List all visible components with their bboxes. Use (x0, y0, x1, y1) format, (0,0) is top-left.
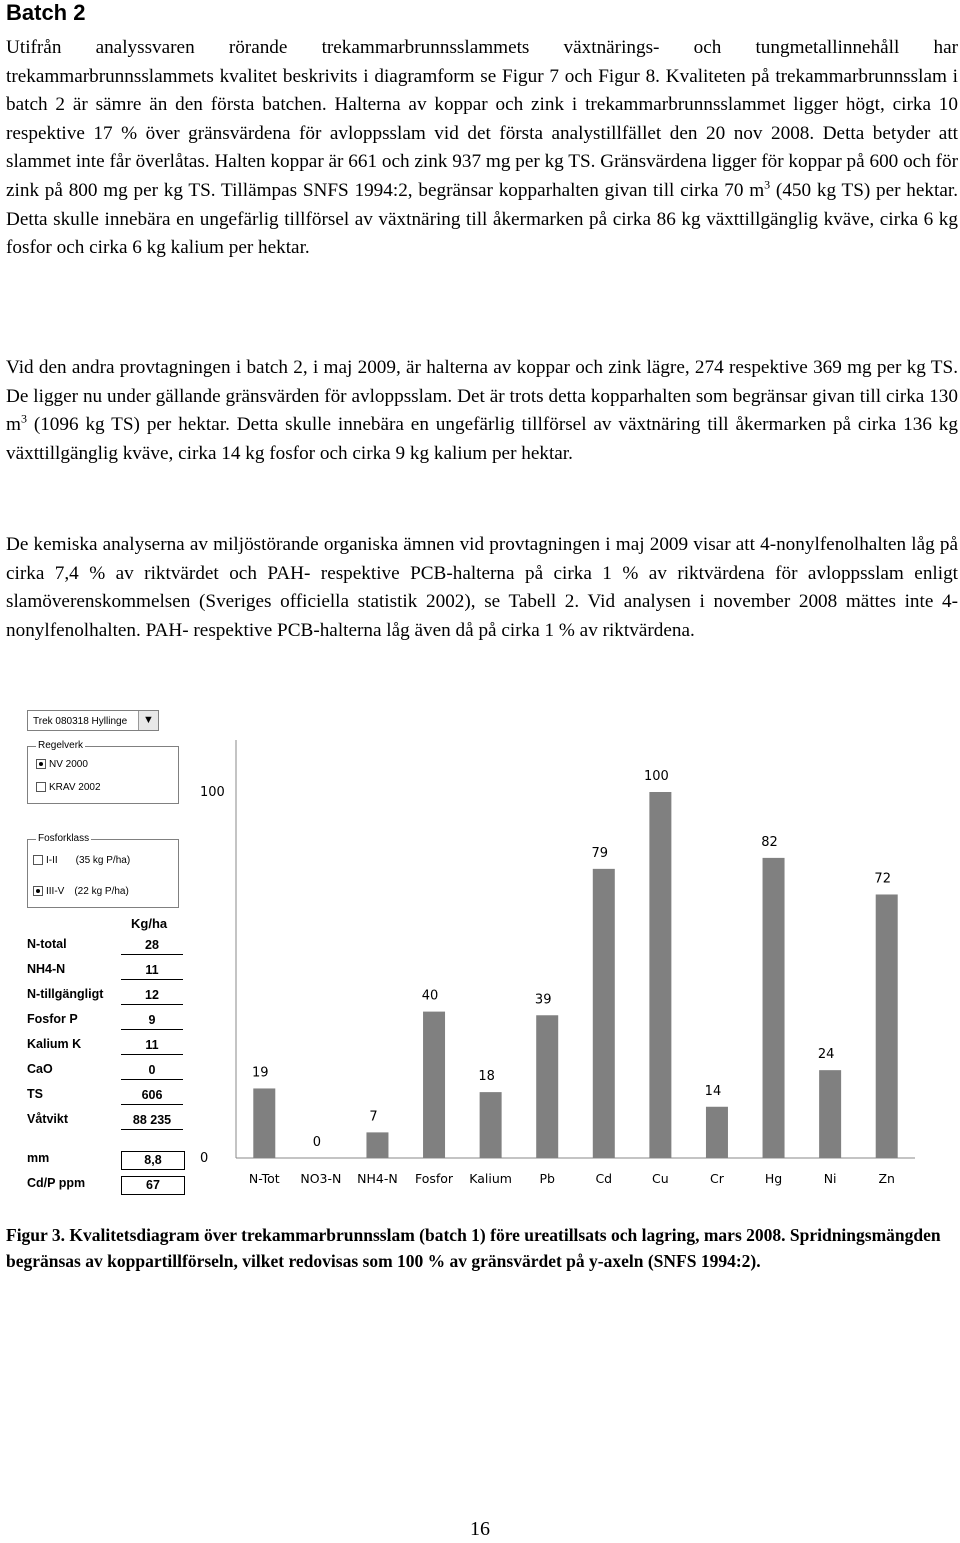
superscript-3: 3 (20, 411, 27, 426)
row-label: NH4-N (27, 962, 66, 976)
radio-label: KRAV 2002 (49, 782, 101, 793)
row-label: Kalium K (27, 1037, 82, 1051)
row-label: TS (27, 1087, 43, 1101)
data-label: 82 (761, 834, 778, 850)
row-value: 606 (121, 1087, 183, 1105)
row-value: 12 (121, 987, 183, 1005)
x-tick-label: Kalium (469, 1171, 512, 1186)
x-tick-label: Hg (764, 1171, 783, 1186)
row-value: 11 (121, 962, 183, 980)
radio-detail: (35 kg P/ha) (75, 855, 131, 866)
bar (253, 1088, 275, 1158)
data-label: 7 (369, 1109, 378, 1125)
bar (366, 1132, 388, 1158)
y-tick-label: 100 (200, 785, 225, 800)
bar (649, 792, 671, 1158)
row-label: Cd/P ppm (27, 1176, 86, 1190)
radio-unselected-icon[interactable] (36, 782, 46, 792)
figure-caption: Figur 3. Kvalitetsdiagram över trekammarbrunnsslam (batch 1) före ureatillsats och lagring, mars 2008. Spridningsmängden begränsas av koppartillförseln, vilket redovisas som 100 % av gränsvärdet på y-axeln (SNFS 1994:2). (6, 1225, 941, 1271)
radio-detail: (22 kg P/ha) (74, 886, 129, 897)
paragraph-1-text-a: Utifrån analyssvaren rörande trekammarbrunnsslammets växtnärings- och tungmetallinnehåll har trekammarbrunnsslammets kvalitet beskrivits i diagramform se Figur 7 och Figur 8. Kvaliteten på trekammarbrunnsslam i batch 2 är sämre än den första batchen. Halterna av koppar och zink i trekammarbrunnsslammet ligger högt, cirka 10 respektive 17 % över gränsvärdena för avloppsslam vid det första analystillfället den 20 nov 2008. Detta betyder att slammet inte får överlåtas. Halten koppar är 661 och zink 937 mg per kg TS. Gränsvärdena ligger för koppar på 600 och för zink på 800 mg per kg TS. Tillämpas SNFS 1994:2, begränsar kopparhalten givan till cirka 70 m (6, 37, 958, 201)
row-label: N-total (27, 937, 67, 951)
x-tick-label: NO3-N (300, 1171, 342, 1186)
radio-fosforklass-i-ii[interactable] (33, 855, 130, 866)
bar (480, 1092, 502, 1158)
x-tick-label: Cd (595, 1171, 613, 1186)
row-label: CaO (27, 1062, 53, 1076)
x-tick-label: Cr (710, 1171, 724, 1186)
radio-unselected-icon[interactable] (33, 855, 43, 865)
x-tick-label: Ni (823, 1171, 837, 1186)
bar (593, 869, 615, 1158)
paragraph-2 (6, 354, 958, 468)
data-label: 18 (478, 1069, 495, 1085)
paragraph-1-text-b: (450 kg TS) per hektar. Detta skulle innebära en ungefärlig tillförsel av växtnäring till åkermarken på cirka 86 kg växttillgänglig kväve, cirka 6 kg fosfor och cirka 6 kg kalium per hektar. (6, 179, 958, 259)
x-tick-label: Zn (878, 1171, 895, 1186)
row-value: 9 (121, 1012, 183, 1030)
table-unit-header: Kg/ha (131, 916, 168, 931)
bar (763, 858, 785, 1158)
paragraph-3: De kemiska analyserna av miljöstörande organiska ämnen vid provtagningen i maj 2009 visar att 4-nonylfenolhalten låg på cirka 7,4 % av riktvärdet och PAH- respektive PCB-halterna på cirka 1 % av riktvärdena för avloppsslam enligt slamöverenskommelsen (Sveriges officiella statistik 2002), se Tabell 2. Vid analysen i november 2008 mättes inte 4-nonylfenolhalten. PAH- respektive PCB-halterna låg även då på cirka 1 % av riktvärdena. (6, 534, 958, 641)
data-label: 39 (534, 992, 552, 1008)
section-heading: Batch 2 (6, 0, 86, 25)
row-value: 0 (121, 1062, 183, 1080)
paragraph-2-text-a: Vid den andra provtagningen i batch 2, i maj 2009, är halterna av koppar och zink lägre, 274 respektive 369 mg per kg TS. De ligger nu under gällande gränsvärden för avloppsslam. Det är trots detta kopparhalten som begränsar givan till cirka 130 m (6, 357, 958, 436)
data-label: 100 (643, 769, 669, 784)
y-tick-label: 0 (200, 1151, 209, 1166)
x-tick-label: N-Tot (248, 1171, 280, 1186)
row-value: 11 (121, 1037, 183, 1055)
bar (706, 1107, 728, 1158)
radio-label: III-V (46, 886, 65, 897)
regelverk-group (27, 740, 179, 804)
radio-fosforklass-iii-v[interactable] (33, 886, 129, 897)
x-tick-label: Cu (652, 1171, 669, 1186)
row-value: 28 (121, 937, 183, 955)
batch-select-dropdown[interactable] (27, 710, 159, 731)
bar (819, 1070, 841, 1158)
radio-selected-icon[interactable] (36, 759, 46, 769)
x-tick-label: Fosfor (414, 1171, 454, 1186)
row-label: N-tillgängligt (27, 987, 104, 1001)
page-number: 16 (470, 1518, 490, 1540)
row-value: 67 (121, 1176, 185, 1195)
radio-krav-2002[interactable] (36, 782, 101, 793)
fosforklass-title: Fosforklass (38, 833, 90, 844)
x-tick-label: NH4-N (357, 1171, 398, 1186)
paragraph-1 (6, 34, 958, 263)
row-label: Fosfor P (27, 1012, 78, 1026)
data-label: 72 (874, 871, 891, 887)
quality-bar-chart (195, 740, 920, 1200)
row-label: Våtvikt (27, 1112, 68, 1126)
radio-selected-icon[interactable] (33, 886, 43, 896)
chevron-down-icon[interactable]: ▼ (138, 711, 158, 730)
data-label: 14 (704, 1083, 722, 1099)
radio-label: I-II (46, 855, 58, 866)
dropdown-value: Trek 080318 Hyllinge (33, 716, 128, 727)
x-tick-label: Pb (539, 1171, 555, 1186)
data-label: 0 (312, 1135, 322, 1150)
row-label: mm (27, 1151, 50, 1165)
bar (423, 1012, 445, 1158)
regelverk-title: Regelverk (38, 740, 84, 751)
superscript-3: 3 (764, 177, 771, 192)
row-value: 8,8 (121, 1151, 185, 1170)
bar (876, 894, 898, 1158)
radio-label: NV 2000 (49, 759, 88, 770)
paragraph-2-text-b: (1096 kg TS) per hektar. Detta skulle innebära en ungefärlig tillförsel av växtnäring till åkermarken på cirka 136 kg växttillgänglig kväve, cirka 14 kg fosfor och cirka 9 kg kalium per hektar. (6, 414, 958, 464)
bar (536, 1015, 558, 1158)
data-label: 19 (252, 1065, 269, 1081)
radio-nv-2000[interactable] (36, 759, 88, 770)
row-value: 88 235 (121, 1112, 183, 1130)
data-label: 40 (421, 988, 439, 1004)
fosforklass-group (27, 833, 179, 908)
data-label: 79 (591, 845, 609, 861)
data-label: 24 (817, 1047, 835, 1063)
